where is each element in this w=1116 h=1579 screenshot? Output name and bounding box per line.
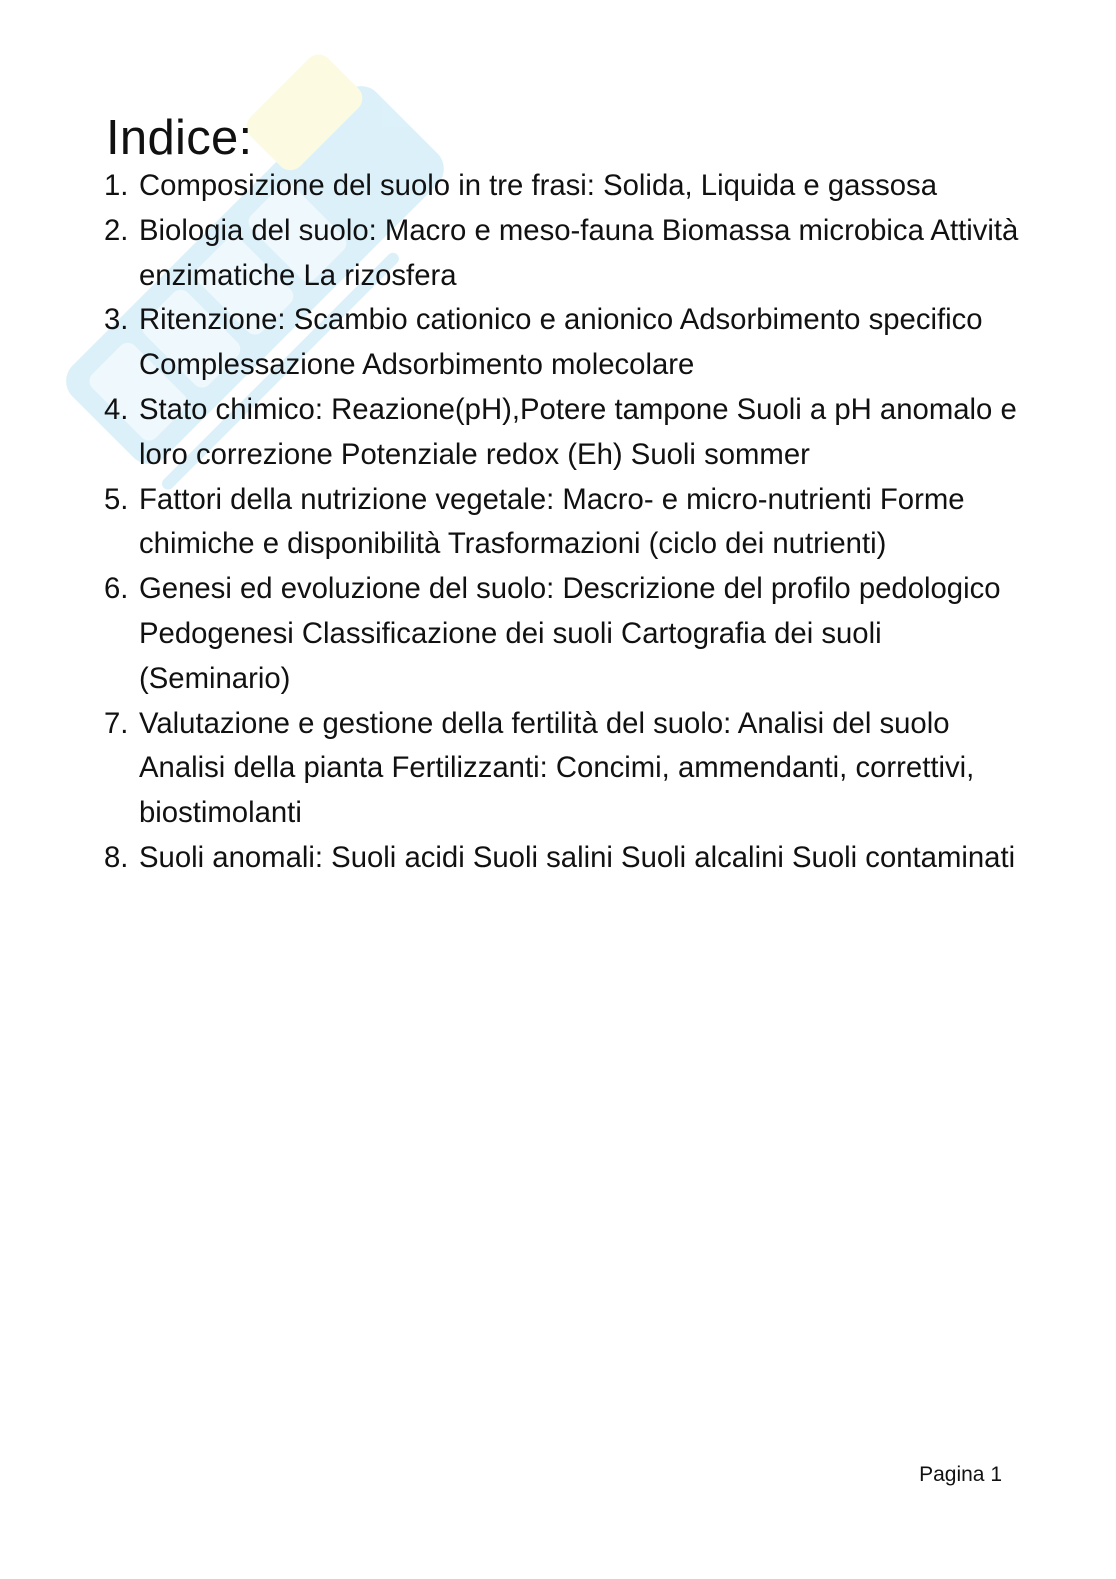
page-title: Indice: bbox=[106, 111, 253, 165]
toc-item-number: 5. bbox=[104, 482, 129, 516]
toc-item-number: 7. bbox=[104, 706, 129, 740]
toc-item-text: Suoli anomali: Suoli acidi Suoli salini Suoli alcalini Suoli contaminati bbox=[139, 840, 1016, 874]
toc-item-number: 6. bbox=[104, 572, 129, 606]
toc-item bbox=[104, 209, 1024, 299]
toc-item-number: 8. bbox=[104, 840, 129, 874]
toc-item bbox=[104, 567, 1024, 701]
toc-item bbox=[104, 388, 1024, 478]
toc-item-text: Composizione del suolo in tre frasi: Solida, Liquida e gassosa bbox=[139, 169, 937, 202]
toc-item-text: Biologia del suolo: Macro e meso-fauna Biomassa microbica Attività enzimatiche La rizosfera bbox=[139, 213, 1019, 292]
toc-item bbox=[104, 702, 1024, 836]
toc-item bbox=[104, 298, 1024, 388]
toc-item-text: Ritenzione: Scambio cationico e anionico Adsorbimento specifico Complessazione Adsorbimento molecolare bbox=[139, 303, 983, 382]
table-of-contents bbox=[104, 164, 1024, 881]
page-number: Pagina 1 bbox=[919, 1463, 1002, 1486]
toc-item bbox=[104, 478, 1024, 568]
toc-item-text: Stato chimico: Reazione(pH),Potere tampone Suoli a pH anomalo e loro correzione Potenziale redox (Eh) Suoli sommer bbox=[139, 392, 1017, 471]
toc-item-number: 3. bbox=[104, 303, 129, 337]
toc-item-number: 1. bbox=[104, 169, 129, 202]
toc-item-number: 4. bbox=[104, 392, 129, 426]
toc-item-text: Valutazione e gestione della fertilità del suolo: Analisi del suolo Analisi della pianta Fertilizzanti: Concimi, ammendanti, correttivi, biostimolanti bbox=[139, 706, 975, 830]
toc-item bbox=[104, 836, 1024, 881]
toc-item-text: Fattori della nutrizione vegetale: Macro- e micro-nutrienti Forme chimiche e disponibilità Trasformazioni (ciclo dei nutrienti) bbox=[139, 482, 965, 561]
toc-item bbox=[104, 164, 1024, 209]
toc-item-number: 2. bbox=[104, 213, 129, 247]
toc-item-text: Genesi ed evoluzione del suolo: Descrizione del profilo pedologico Pedogenesi Classificazione dei suoli Cartografia dei suoli (Seminario) bbox=[139, 572, 1001, 695]
